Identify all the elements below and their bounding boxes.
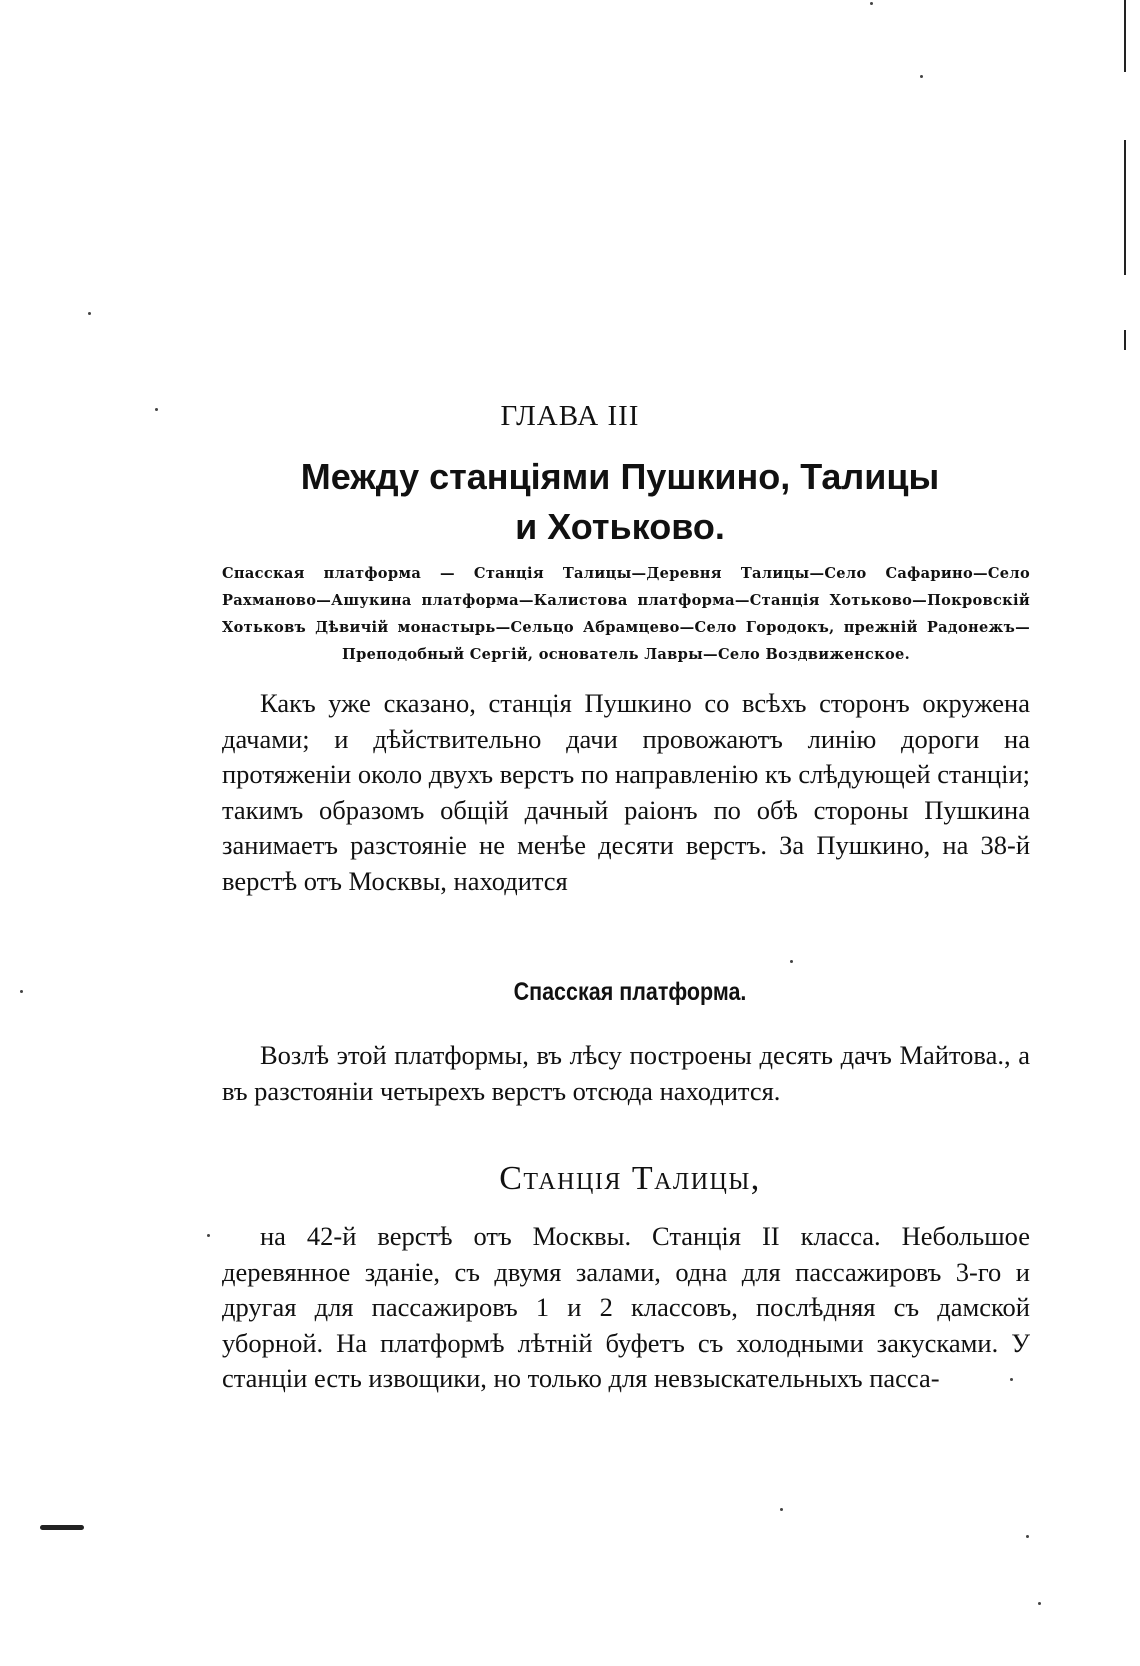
chapter-title-line-2: и Хотьково. bbox=[515, 506, 725, 547]
section-heading-talitsy: Станція Талицы, bbox=[499, 1160, 761, 1197]
scan-speck bbox=[790, 960, 793, 963]
chapter-title bbox=[180, 452, 1060, 552]
scan-speck bbox=[20, 990, 23, 993]
scan-speck bbox=[870, 2, 873, 5]
scan-speck bbox=[780, 1508, 783, 1511]
chapter-label: ГЛАВА III bbox=[500, 400, 640, 432]
scan-edge-line bbox=[1124, 0, 1126, 72]
scan-edge-line bbox=[1124, 140, 1126, 275]
intro-paragraph: Какъ уже сказано, станція Пушкино со всѣхъ сторонъ окружена дачами; и дѣйствительно дачи провожаютъ линію дороги на протяженіи около двухъ верстъ по направленію къ слѣдующей станціи; такимъ образомъ общій дачный раіонъ по обѣ стороны Пушкина занимаетъ разстояніе не менѣе десяти верстъ. За Пушкино, на 38-й верстѣ отъ Москвы, находится bbox=[222, 688, 1030, 896]
scan-speck bbox=[920, 75, 923, 78]
chapter-title-line-1: Между станціями Пушкино, Талицы bbox=[300, 456, 940, 497]
chapter-synopsis: Спасская платформа — Станція Талицы—Деревня Талицы—Село Сафарино—Село Рахманово—Ашукина платформа—Калистова платформа—Станція Хотьково—Покровскій Хотьковъ Дѣвичій монастырь—Сельцо Абрамцево—Село Городокъ, прежній Радонежъ—Преподобный Сергій, основатель Лавры—Село Воздвиженское. bbox=[222, 565, 1030, 663]
scan-speck bbox=[88, 312, 91, 315]
scan-speck bbox=[155, 408, 158, 411]
spasskaya-paragraph: Возлѣ этой платформы, въ лѣсу построены десять дачъ Майтова., а въ разстояніи четырехъ верстъ отсюда находится. bbox=[222, 1040, 1030, 1106]
scan-speck bbox=[207, 1234, 210, 1237]
scan-smudge bbox=[40, 1525, 84, 1530]
talitsy-paragraph: на 42-й верстѣ отъ Москвы. Станція II класса. Небольшое деревянное зданіе, съ двумя залами, одна для пассажировъ 3-го и другая для пассажировъ 1 и 2 классовъ, послѣдняя съ дамской уборной. На платформѣ лѣтній буфетъ съ холодными закусками. У станціи есть извощики, но только для невзыскательныхъ пасса- bbox=[222, 1221, 1030, 1393]
scan-edge-line bbox=[1124, 330, 1126, 350]
scan-speck bbox=[1026, 1535, 1029, 1538]
scan-speck bbox=[1038, 1602, 1041, 1605]
scan-speck bbox=[1010, 1378, 1013, 1381]
section-heading-spasskaya: Спасская платформа. bbox=[513, 978, 747, 1006]
